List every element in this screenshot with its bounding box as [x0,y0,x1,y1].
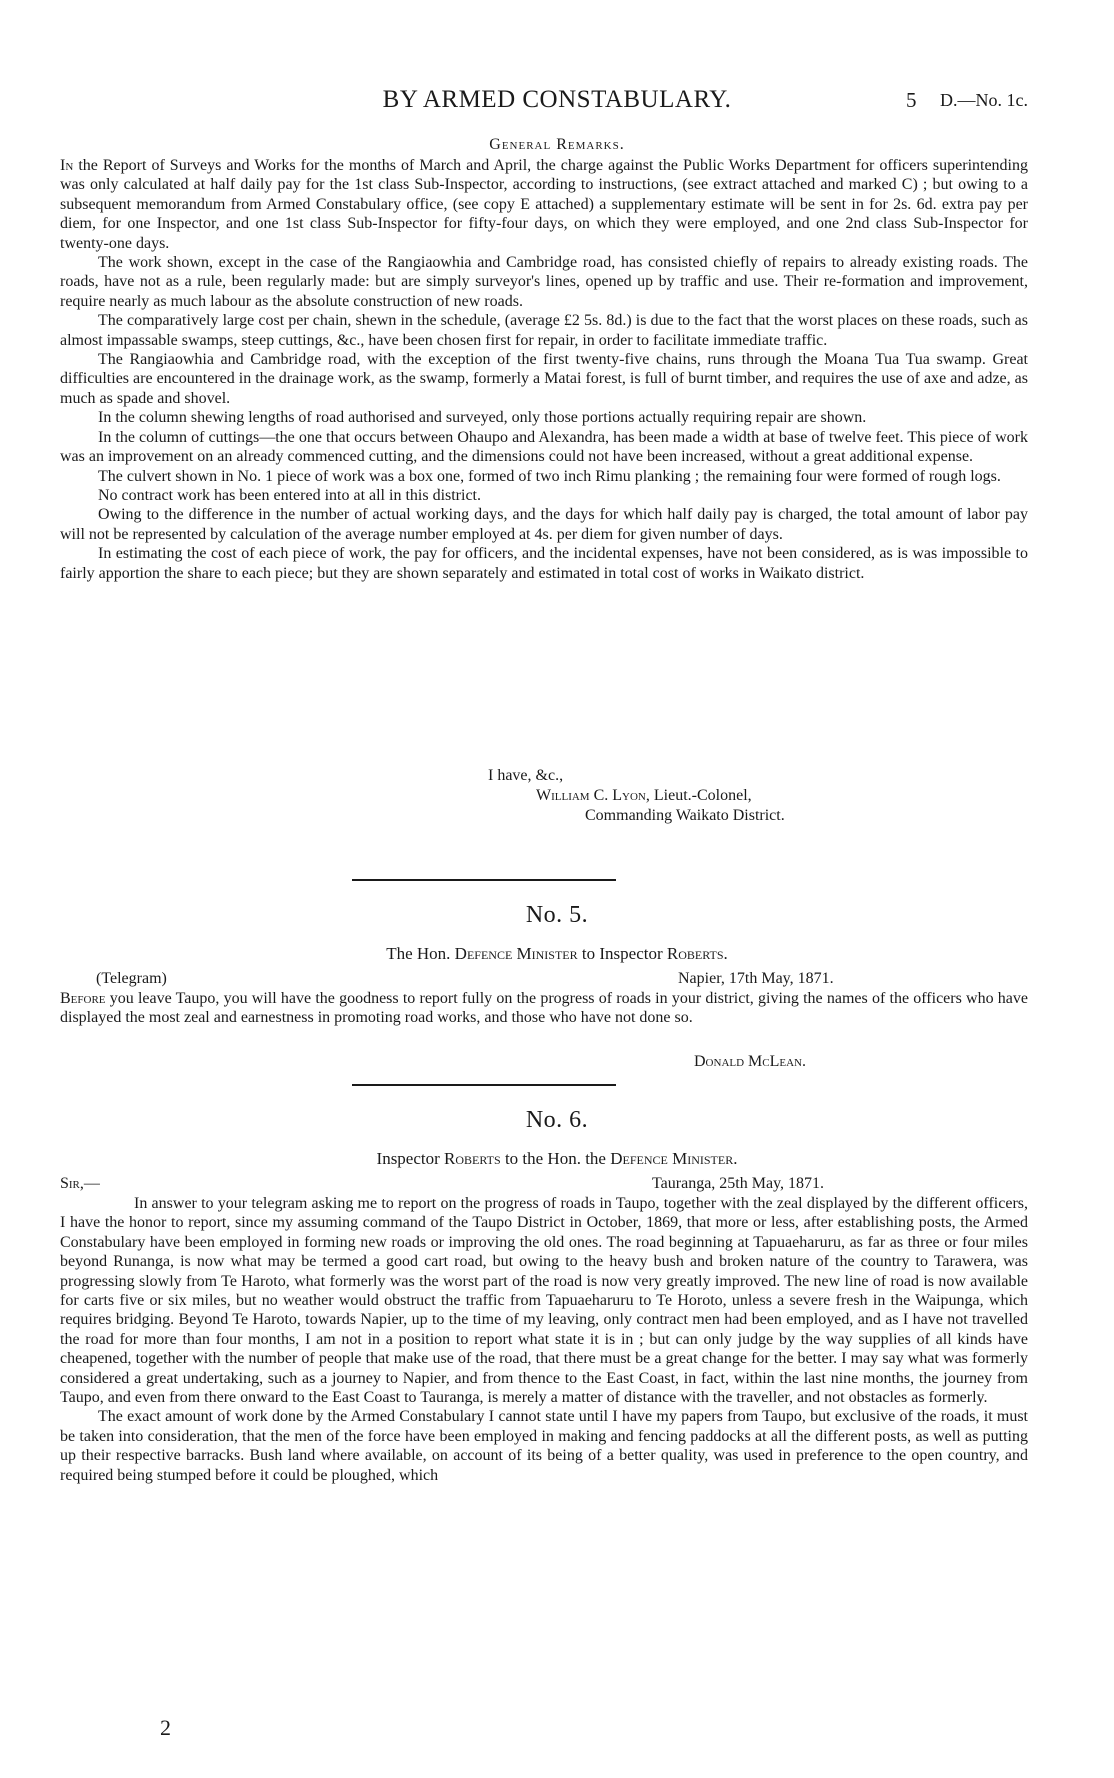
no5-place-date: Napier, 17th May, 1871. [678,970,834,987]
paragraph-text: you leave Taupo, you will have the goodness to report fully on the progress of roads in your district, giving the names of the officers who have displayed the most zeal and earnestness in promoting road works, and those who have not done so. [60,990,1029,1027]
running-header [0,86,1114,120]
paragraph: The culvert shown in No. 1 piece of work was a box one, formed of two inch Rimu planking ; the remaining four were formed of rough logs. [98,467,1001,485]
general-remarks-body [60,156,1028,583]
no5-address-line [0,944,1114,964]
paragraph: The work shown, except in the case of the Rangiaowhia and Cambridge road, has consisted chiefly of repairs to already existing roads. The roads, have not as a rule, been regularly made: but are simply surveyor's lines, opened up by traffic and use. Their re-formation and improvement, require nearly as much labour as the absolute construction of new roads. [60,254,1028,310]
paragraph [60,156,1028,253]
no5-address-prefix: The Hon. [386,944,451,963]
telegram-label: (Telegram) [96,970,167,987]
page-number: 5 [906,88,917,112]
section-divider [352,1084,616,1086]
section-divider [352,879,616,881]
paragraph: In the column shewing lengths of road authorised and surveyed, only those portions actually requiring repair are shown. [98,409,867,427]
no5-address-to: Roberts. [666,944,728,963]
no6-address-mid: to the Hon. the [504,1149,606,1168]
paragraph-lead: Before [60,990,106,1007]
document-reference: D.—No. 1c. [940,90,1028,110]
page-title: BY ARMED CONSTABULARY. [382,86,732,113]
paragraph-text: the Report of Surveys and Works for the months of March and April, the charge against the Public Works Department for officers superintending was only calculated at half daily pay for the 1st class Sub-Inspector, according to instructions, (see extract attached and marked C) ; but owing to a subsequent memorandum from Armed Constabulary office, (see copy E attached) a supplementary estimate will be sent in for 2s. 6d. extra pay per diem, for one Inspector, and one 1st class Sub-Inspector for fifty-four days, on which they were employed, and one 2nd class Sub-Inspector for twenty-one days. [60,157,1029,252]
no6-address-line [0,1149,1114,1169]
paragraph: In the column of cuttings—the one that occurs between Ohaupo and Alexandra, has been made a width at base of twelve feet. This piece of work was an improvement on an already commenced cutting, and the dimensions could not have been increased, without a great additional expense. [60,428,1028,466]
no5-address-from: Defence Minister [454,944,578,963]
signatory-line [536,786,752,805]
no6-place-date: Tauranga, 25th May, 1871. [652,1175,825,1192]
signatory-rank: , Lieut.-Colonel, [645,787,752,804]
paragraph [60,989,1028,1028]
paragraph: Owing to the difference in the number of actual working days, and the days for which half daily pay is charged, the total amount of labor pay will not be represented by calculation of the average number employed at 4s. per diem for given number of days. [60,506,1028,543]
general-remarks-heading: General Remarks. [489,136,625,153]
salutation: Sir,— [60,1175,100,1192]
no6-address-prefix: Inspector [376,1149,440,1168]
signatory-name: William C. Lyon [536,787,646,804]
paragraph: No contract work has been entered into at all in this district. [98,486,481,504]
section-title-no6: No. 6. [525,1107,589,1133]
closing-line: I have, &c., [488,767,564,784]
no6-body [60,1194,1028,1485]
no6-address-from: Roberts [444,1149,501,1168]
no6-address-to: Defence Minister. [610,1149,738,1168]
paragraph: The Rangiaowhia and Cambridge road, with the exception of the first twenty-five chains, runs through the Moana Tua Tua swamp. Great difficulties are encountered in the drainage work, as the swamp, formerly a Matai forest, is full of burnt timber, and requires the use of axe and adze, as much as spade and shovel. [60,351,1028,407]
section-title-no5: No. 5. [525,902,589,928]
paragraph-lead: In [60,157,74,174]
signatory-role: Commanding Waikato District. [585,807,785,824]
paragraph: The comparatively large cost per chain, shewn in the schedule, (average £2 5s. 8d.) is due to the fact that the worst places on these roads, such as almost impassable swamps, steep cuttings, &c., have been chosen first for repair, in order to facilitate immediate traffic. [60,312,1028,349]
no5-body [60,989,1028,1028]
no5-signature: Donald McLean. [694,1053,806,1070]
paragraph: In estimating the cost of each piece of work, the pay for officers, and the incidental expenses, have not been considered, as is was impossible to fairly apportion the share to each piece; but they are shown separately and estimated in total cost of works in Waikato district. [60,545,1028,582]
no5-address-mid: to Inspector [581,944,663,963]
paragraph: The exact amount of work done by the Armed Constabulary I cannot state until I have my papers from Taupo, but exclusive of the roads, it must be taken into consideration, that the men of the force have been employed in making and fencing paddocks at all the different posts, as well as putting up their respective barracks. Bush land where available, on account of its being of a better quality, was used in preference to the open country, and required being stumped before it could be ploughed, which [60,1408,1028,1484]
paragraph: In answer to your telegram asking me to report on the progress of roads in Taupo, together with the zeal displayed by the different officers, I have the honor to report, since my assuming command of the Taupo District in October, 1869, that more or less, after establishing posts, the Armed Constabulary have been employed in forming new roads or improving the old ones. The road beginning at Tapuaeharuru, as far as three or four miles beyond Runanga, is now what may be termed a good cart road, but owing to the heavy bush and broken nature of the country to Tarawera, was progressing slowly from Te Haroto, what formerly was the worst part of the road is now very greatly improved. The new line of road is now available for carts five or six miles, but no weather would obstruct the traffic from Tapuaeharuru to Te Horoto, unless a severe fresh in the Waipunga, which requires bridging. Beyond Te Haroto, towards Napier, up to the time of my leaving, only contract men had been employed, and as I have not travelled the road for more than four months, I am not in a position to report what state it is in ; but can only judge by the way supplies of all kinds have cheapened, together with the number of people that make use of the road, that there must be a great change for the better. I may say what was formerly considered a great undertaking, such as a journey to Napier, and from thence to the East Coast, in fact, within the last nine months, the journey from Taupo, and even from there onward to the East Coast to Tauranga, is merely a matter of distance with the traveller, and not obstacles as formerly. [60,1195,1028,1407]
signature-mark: 2 [160,1715,171,1740]
